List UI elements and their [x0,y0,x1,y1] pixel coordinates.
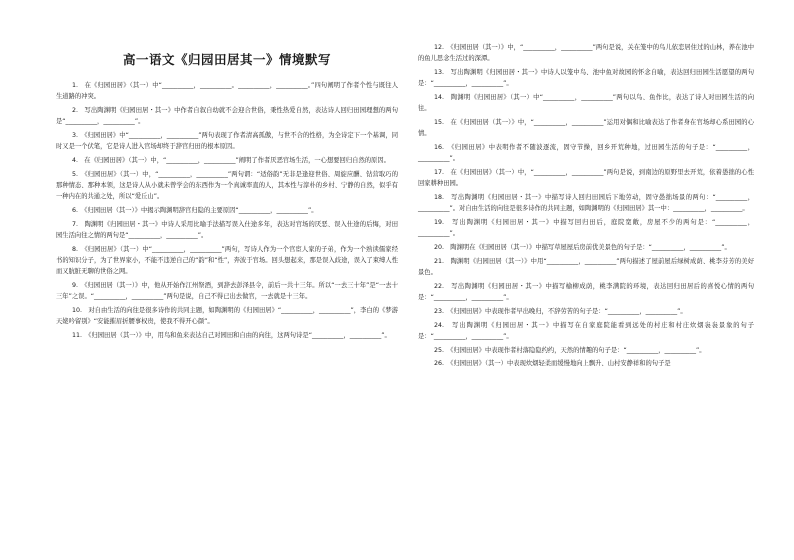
question-item: 21. 陶渊明《归园田居（其一）》中用“__________，__________”两句描述了屋前屋后绿树成荫、桃李芬芳的美好景色。 [418,257,754,276]
question-item: 19. 写出陶渊明《归园田居・其一》中描写回归田后，庭院宽敞，房屋不少的两句是：“__________，__________”。 [418,219,754,238]
worksheet-title: 高一语文《归园田居其一》情境默写 [122,52,331,67]
question-item: 13. 写出陶渊明《归园田居・其一》中诗人以笼中鸟、池中鱼对故园的怀念自喻，表达回归田园生活愿望的两句是：“__________，__________”。 [418,69,754,88]
question-item: 17. 在《归园田居》（其一）中，“__________，__________”两句是说，到南边的原野里去开荒，依着愚拙的心性回家耕种田园。 [418,169,754,188]
left-question-list [56,80,398,341]
question-item: 23. 《归园田居》中表现作者早出晚归，不辞劳苦的句子是：“__________，__________”。 [434,307,687,315]
left-column [56,0,398,344]
question-item: 12. 《归园田居（其一）》中，“__________，__________”两句是说，关在笼中的鸟儿依恋居住过的山林，养在池中的鱼儿思念生活过的深潭。 [418,44,754,63]
question-item: 3. 《归园田居》中“__________，__________”两句表现了作者清高孤傲，与世不合的性格，为全诗定下一个基调，同时又是一个伏笔，它是诗人进入官场却终于辞官归田的根本原因。 [56,132,398,151]
question-item: 5. 《归园田居》（其一）中，“__________，__________”两句谓：“适俗韵”无非是逢迎世俗、周旋应酬、钻营取巧的那种情态、那种本领，这是诗人从小就未曾学会的东西作为一个真诚率直的人，其本性与淳朴的乡村、宁静的自然，似乎有一种内在的共通之处，所以“爱丘山”。 [56,170,398,201]
question-item: 8. 《归园田居》（其一）中“__________，__________”两句，写诗人作为一个官宦人家的子弟，作为一个熟读儒家经书的知识分子，为了世界家小，不能不违逆自己的“韵”和“性”，奔波于官场。回头想起来，那是误入歧途，误入了束缚人性而又肮脏无聊的世俗之网。 [56,245,398,276]
question-item: 4. 在《归园田居》（其一）中，“__________，__________”阐明了作者厌恶官场生活，一心想要回归自然的原因。 [72,157,390,164]
question-item: 26. 《归园田居》（其一）中表现炊烟轻柔而缓慢地向上飘升、山村安静祥和的句子是 [434,360,671,368]
question-item: 1. 在《归园田居》（其一）中“__________，__________。__________，__________。”四句阐明了作者个性与既往人生道路的冲突。 [56,82,398,101]
question-item: 2. 写出陶渊明《归园田居・其一》中作者自叙自幼就不会迎合世俗，秉性热爱自然，表达诗人回归田园理想的两句是“__________，__________”。 [56,107,398,126]
question-item: 14. 陶渊明《归园田居》（其一）中“__________，__________”两句以鸟、鱼作比，表达了诗人对田园生活的向往。 [418,94,754,113]
question-item: 22. 写出陶渊明《归园田居・其一》中描写榆柳成荫，桃李满院的环境，表达回归田居后的喜悦心情的两句是：“__________，__________”。 [418,282,754,301]
question-item: 9. 《归园田居（其一）》中，他从开始作江州祭酒，到辞去彭泽县令，前后一共十三年。所以“一去三十年”是“一去十三年”之误。“__________，__________”两句是说，自己不得已出去做官，一去就是十三年。 [56,282,398,301]
question-item: 7. 陶渊明《归园田居・其一》中诗人采用比喻手法描写误入仕途多年，表达对官场的厌恶、误入仕途的后悔，对田园生活向往之情的两句是“__________，__________”。 [56,220,398,239]
question-item: 24. 写出陶渊明《归园田居・其一》中描写在自家庭院能看到远处的村庄和村庄炊烟袅袅景象的句子是：“__________，__________”。 [418,321,754,340]
question-item: 15. 在《归园田居（其一）》中，“__________，__________”运用对偶和比喻表达了作者身在官场却心系田园的心情。 [418,119,754,138]
question-item: 6. 《归园田居（其一）》中揭示陶渊明辞官归隐的主要原因“__________，__________”。 [72,207,318,214]
right-question-list [418,0,754,370]
right-column [418,0,754,372]
question-item: 25. 《归园田居》中表现作者村落隐隐约约，天然的情趣的句子是：“__________，__________”。 [434,346,706,354]
question-item: 10. 对自由生活的向往是很多诗作的共同主题，如陶渊明的《归园田居》“__________，__________”，李白的《梦游天姥吟留别》“安能摧眉折腰事权贵，使我不得开心颜”。 [56,307,398,326]
question-item: 20. 陶渊明在《归园田居（其一）》中描写草屋屋后房前优美景色的句子是：“__________，__________”。 [434,244,731,251]
question-item: 16. 《归园田居》中表明作者不随波逐流，固守节操，回乡开荒种地，过田园生活的句子是：“__________，__________”。 [418,144,754,163]
question-item: 18. 写出陶渊明《归园田居・其一》中描写诗人回归田园后下地劳动，固守愚拙场景的两句：“__________，__________”。对自由生活的向往是很多诗作的共同主题，如陶渊明的《归园田居》其一中：__________，__________。 [418,194,754,213]
question-item: 11. 《归园田居（其一）》中，用鸟和鱼来表达自己对园田和自由的向往，这两句诗是“__________，__________”。 [72,332,391,339]
